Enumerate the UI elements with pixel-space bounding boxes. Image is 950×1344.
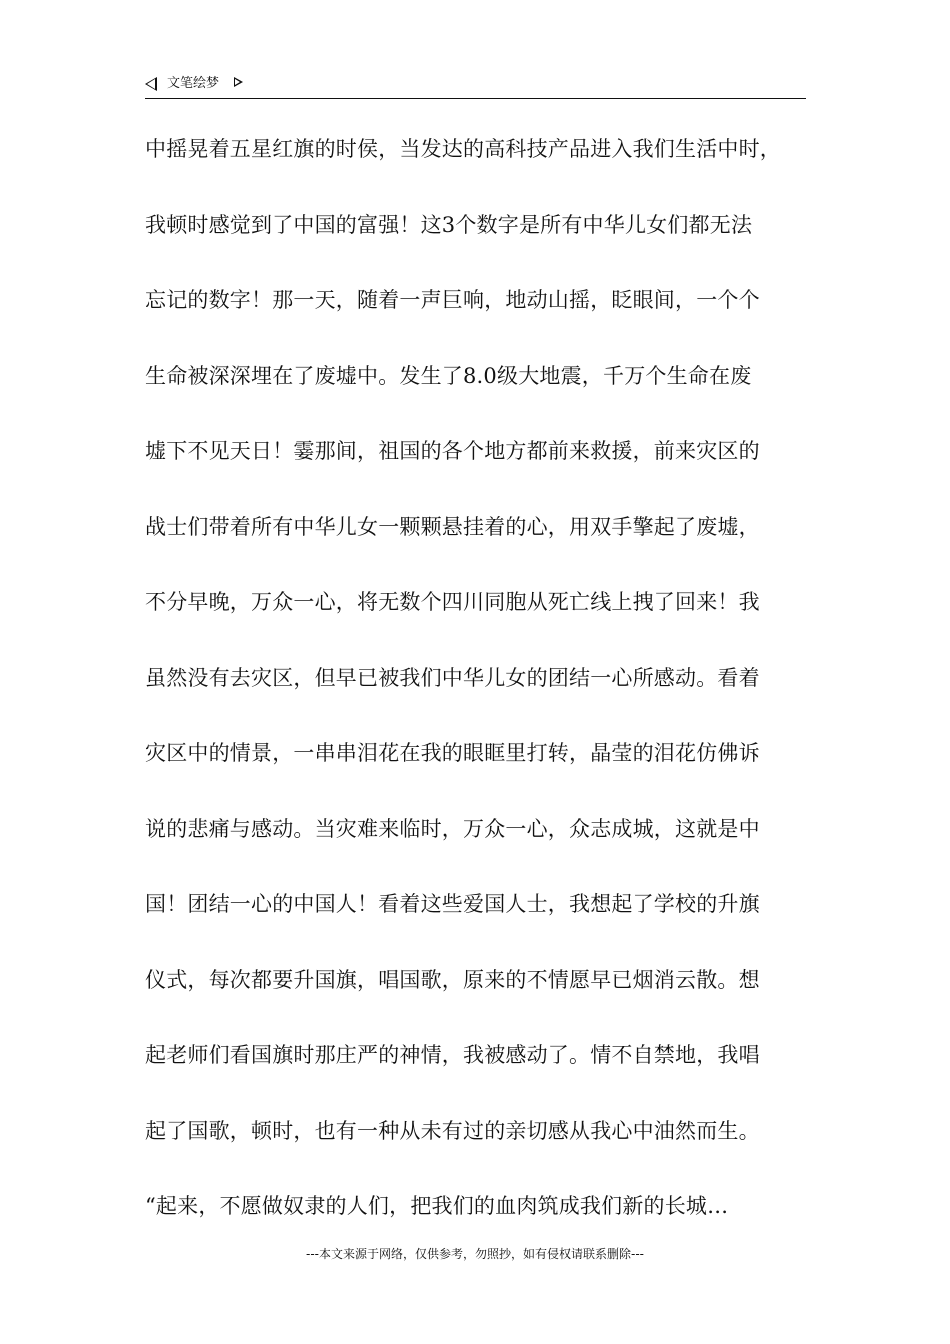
text-line: 战士们带着所有中华儿女一颗颗悬挂着的心，用双手擎起了废墟， (145, 514, 760, 539)
text-line: 仪式，每次都要升国旗，唱国歌，原来的不情愿早已烟消云散。想 (145, 967, 760, 992)
text-line: 说的悲痛与感动。当灾难来临时，万众一心，众志成城，这就是中 (145, 816, 760, 841)
body-text (145, 129, 810, 1262)
text-line: 我顿时感觉到了中国的富强！这3个数字是所有中华儿女们都无法 (145, 212, 753, 237)
text-line: 生命被深深埋在了废墟中。发生了8.0级大地震，千万个生命在废 (145, 363, 752, 388)
header-title: 文笔绘梦 (167, 76, 220, 91)
text-line: 国！团结一心的中国人！看着这些爱国人士，我想起了学校的升旗 (145, 892, 760, 916)
text-line: 不分早晚，万众一心，将无数个四川同胞从死亡线上拽了回来！我 (145, 590, 760, 614)
text-line: 忘记的数字！那一天，随着一声巨响，地动山摇，眨眼间，一个个 (145, 288, 760, 312)
text-line: 中摇晃着五星红旗的时侯，当发达的高科技产品进入我们生活中时， (145, 137, 781, 161)
text-line: 起了国歌，顿时，也有一种从未有过的亲切感从我心中油然而生。 (145, 1118, 760, 1143)
footer-disclaimer: ---本文来源于网络，仅供参考，勿照抄，如有侵权请联系删除--- (306, 1247, 644, 1261)
text-line: 起老师们看国旗时那庄严的神情，我被感动了。情不自禁地，我唱 (145, 1043, 760, 1067)
text-line: 墟下不见天日！霎那间，祖国的各个地方都前来救援，前来灾区的 (145, 439, 760, 463)
left-triangle-icon (145, 77, 157, 91)
text-line: 灾区中的情景，一串串泪花在我的眼眶里打转，晶莹的泪花仿佛诉 (145, 741, 760, 765)
text-line: 虽然没有去灾区，但早已被我们中华儿女的团结一心所感动。看着 (145, 665, 760, 690)
page-header (145, 74, 806, 99)
text-line: “起来，不愿做奴隶的人们，把我们的血肉筑成我们新的长城… (145, 1194, 729, 1218)
right-triangle-icon (234, 77, 243, 87)
